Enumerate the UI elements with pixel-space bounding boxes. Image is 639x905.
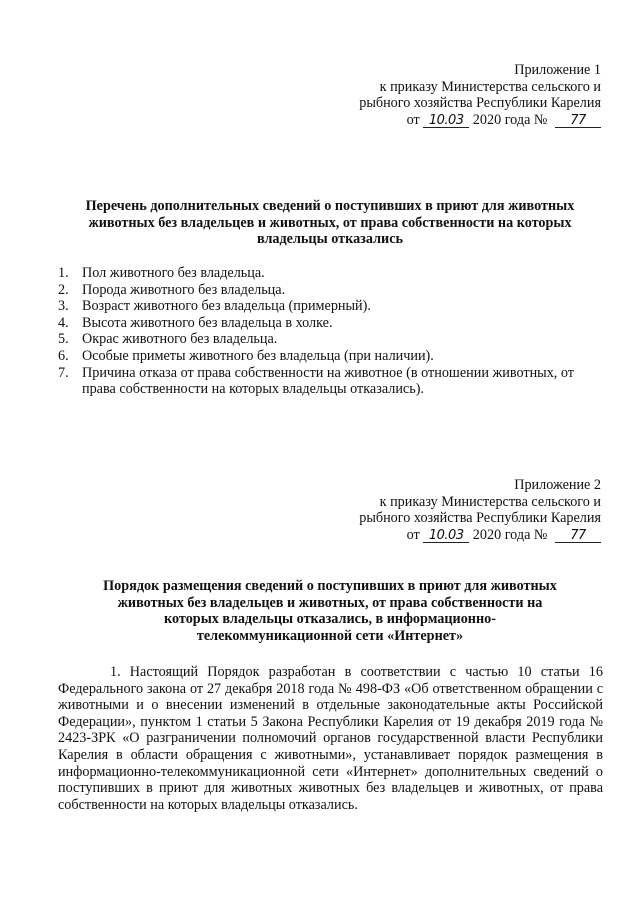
appendix-2-date-prefix: от [406, 526, 420, 543]
appendix-1-handwritten-number: 77 [555, 114, 601, 128]
list-item [58, 298, 606, 315]
list-item-number: 6. [58, 347, 69, 364]
list-item-text: Порода животного без владельца. [82, 281, 286, 298]
list-item-number: 4. [58, 314, 69, 331]
appendix-1-title: Приложение 1 [514, 62, 601, 78]
section-2-title-line: которых владельцы отказались, в информационно- [164, 611, 496, 628]
list-item [58, 265, 606, 282]
section-2-title-line: телекоммуникационной сети «Интернет» [196, 627, 464, 644]
list-item [58, 348, 606, 365]
appendix-2-line1: к приказу Министерства сельского и [379, 493, 601, 510]
list-item-text: Возраст животного без владельца (примерный). [82, 298, 371, 315]
list-item [58, 282, 606, 299]
section-2-title [60, 578, 600, 644]
appendix-2-handwritten-date: 10.03 [423, 529, 469, 543]
appendix-2-line2: рыбного хозяйства Республики Карелия [359, 510, 601, 527]
appendix-2-date-line [301, 527, 601, 544]
list-item [58, 365, 606, 398]
appendix-2-handwritten-number: 77 [555, 529, 601, 543]
list-item-text: Пол животного без владельца. [82, 265, 265, 281]
appendix-1-date-suffix: 2020 года № [472, 111, 548, 128]
appendix-1-line2: рыбного хозяйства Республики Карелия [359, 95, 601, 112]
appendix-1-header [301, 62, 601, 128]
appendix-1-handwritten-date: 10.03 [423, 114, 469, 128]
list-item-text: Окрас животного без владельца. [82, 331, 278, 348]
list-item-text: Особые приметы животного без владельца (при наличии). [82, 347, 434, 364]
appendix-1-date-line [301, 112, 601, 129]
list-item-number: 1. [58, 265, 69, 281]
section-1-title [60, 198, 600, 248]
appendix-1-date-prefix: от [406, 111, 420, 128]
info-list [58, 265, 606, 398]
list-item [58, 331, 606, 348]
appendix-2-date-suffix: 2020 года № [472, 526, 548, 543]
list-item-text: Причина отказа от права собственности на животное (в отношении животных, от права собственности на которых владельцы отказались). [82, 364, 574, 398]
list-item-number: 5. [58, 331, 69, 348]
appendix-2-header [301, 477, 601, 543]
section-2-title-line: животных без владельцев и животных, от права собственности на [117, 594, 543, 611]
list-item-number: 3. [58, 298, 69, 315]
section-2-paragraph: 1. Настоящий Порядок разработан в соответствии с частью 10 статьи 16 Федерального закона от 27 декабря 2018 года № 498-ФЗ «Об ответственном обращении с животными и о внесении изменений в отдельные законодательные акты Российской Федерации», пунктом 1 статьи 5 Закона Республики Карелия от 19 декабря 2019 года № 2423-ЗРК «О разграничении полномочий органов государственной власти Республики Карелия в области обращения с животными», устанавливает порядок размещения в информационно-телекоммуникационной сети «Интернет» дополнительных сведений о поступивших в приют для животных животных без владельцев и животных, от права собственности на которых владельцы отказались. [58, 664, 603, 813]
list-item-text: Высота животного без владельца в холке. [82, 314, 333, 331]
list-item-number: 7. [58, 364, 69, 381]
list-item-number: 2. [58, 281, 69, 298]
list-item [58, 315, 606, 332]
section-1-title-line: животных без владельцев и животных, от права собственности на которых [88, 214, 572, 231]
section-1-title-line: Перечень дополнительных сведений о поступивших в приют для животных [85, 198, 575, 214]
section-2-title-line: Порядок размещения сведений о поступивших в приют для животных [103, 578, 557, 594]
appendix-2-title: Приложение 2 [514, 477, 601, 493]
section-1-title-line: владельцы отказались [256, 231, 404, 248]
appendix-1-line1: к приказу Министерства сельского и [379, 78, 601, 95]
